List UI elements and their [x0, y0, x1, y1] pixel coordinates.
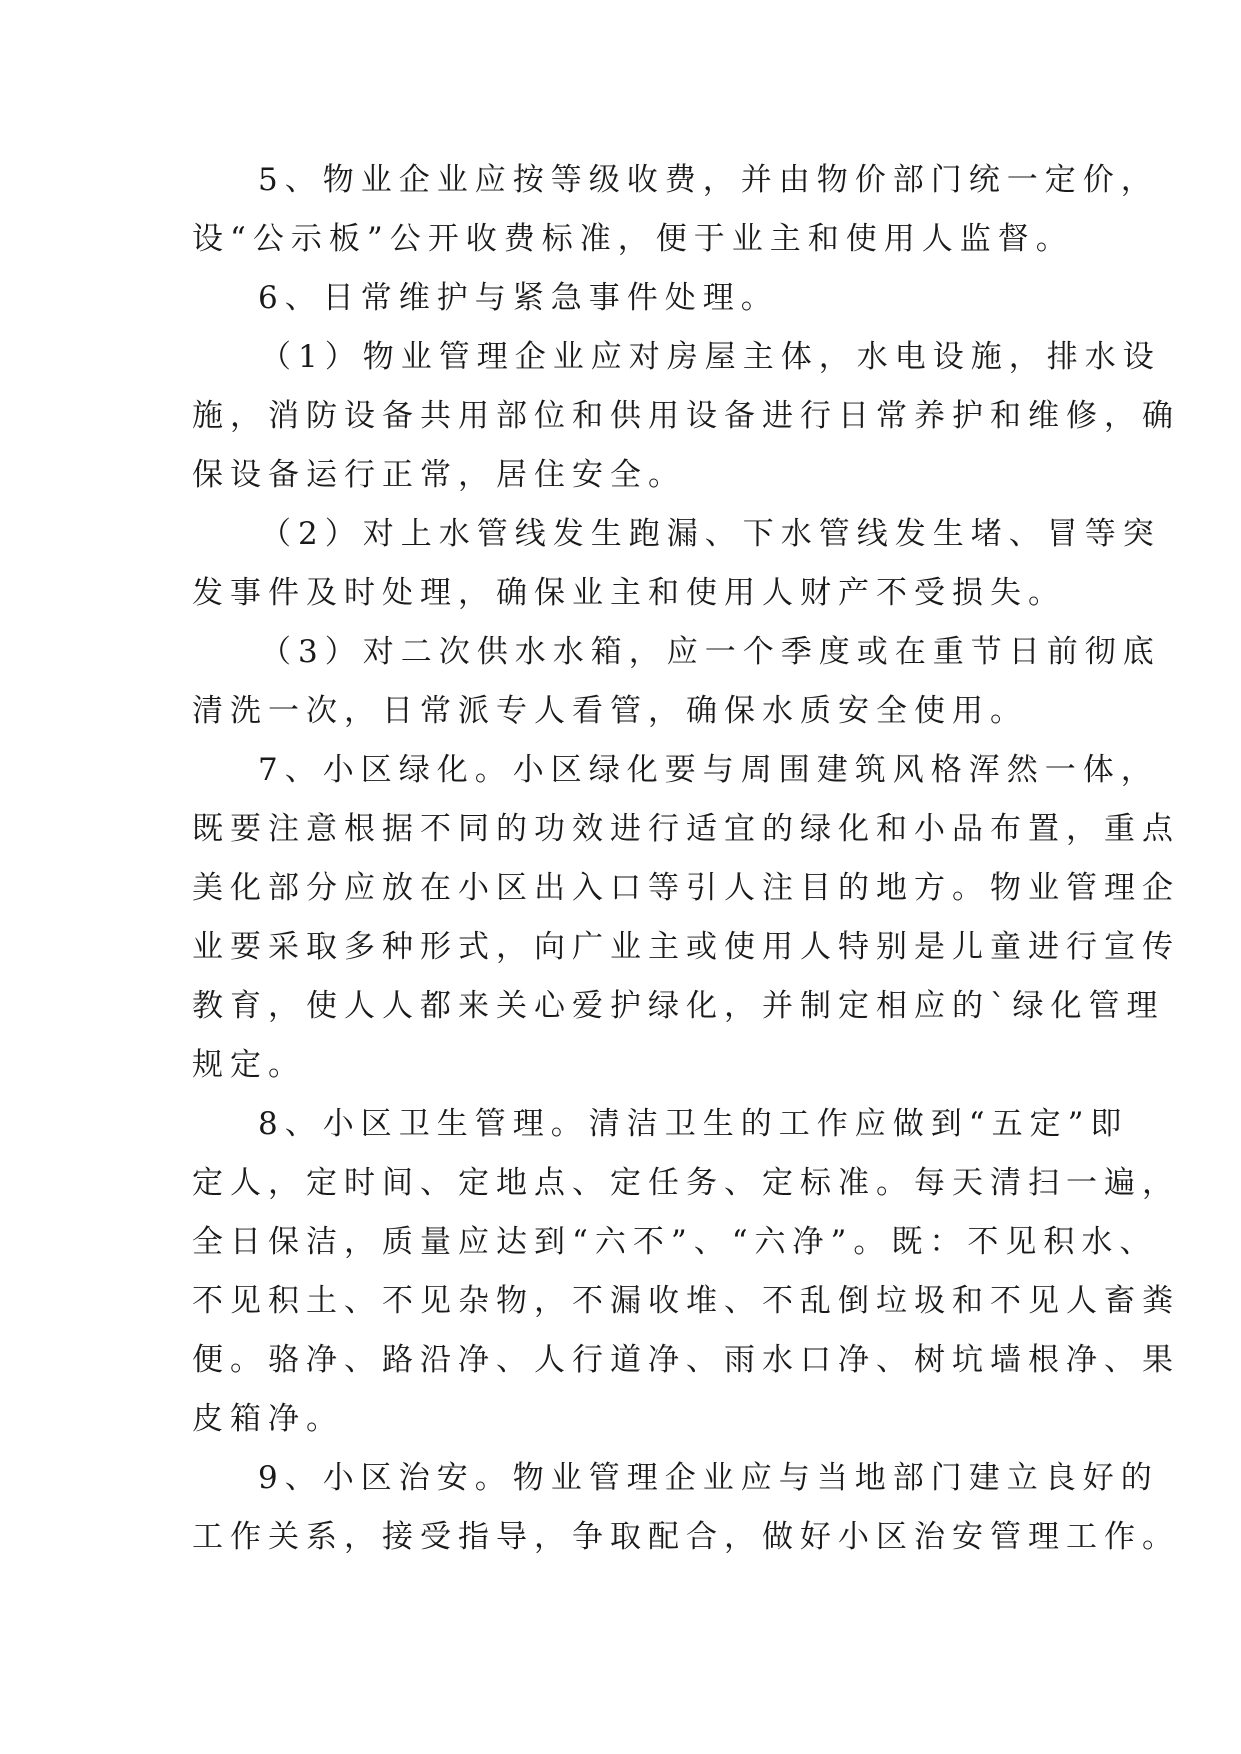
document-body	[192, 151, 1180, 1567]
body-line: 工作关系，接受指导，争取配合，做好小区治安管理工作。	[192, 1519, 1180, 1555]
body-line: 全日保洁，质量应达到“六不”、“六净”。既：不见积水、	[192, 1224, 1158, 1260]
body-line: 清洗一次，日常派专人看管，确保水质安全使用。	[192, 693, 1028, 729]
body-line: （3）对二次供水水箱，应一个季度或在重节日前彻底	[260, 634, 1161, 670]
body-line: 7、小区绿化。小区绿化要与周围建筑风格浑然一体，	[258, 752, 1159, 788]
body-line: 9、小区治安。物业管理企业应与当地部门建立良好的	[258, 1460, 1159, 1496]
body-line: 保设备运行正常，居住安全。	[192, 457, 686, 493]
body-line: 便。骆净、路沿净、人行道净、雨水口净、树坑墙根净、果	[192, 1342, 1180, 1378]
body-line: 教育，使人人都来关心爱护绿化，并制定相应的`绿化管理	[192, 988, 1165, 1024]
body-line: 定人，定时间、定地点、定任务、定标准。每天清扫一遍，	[192, 1165, 1180, 1201]
body-line: 业要采取多种形式，向广业主或使用人特别是儿童进行宣传	[192, 929, 1180, 965]
body-line: 规定。	[192, 1047, 306, 1083]
body-line: 施，消防设备共用部位和供用设备进行日常养护和维修，确	[192, 398, 1180, 434]
body-line: （2）对上水管线发生跑漏、下水管线发生堵、冒等突	[260, 516, 1161, 552]
body-line: 设“公示板”公开收费标准，便于业主和使用人监督。	[192, 221, 1074, 257]
body-line: 发事件及时处理，确保业主和使用人财产不受损失。	[192, 575, 1066, 611]
body-line: 不见积土、不见杂物，不漏收堆、不乱倒垃圾和不见人畜粪	[192, 1283, 1180, 1319]
body-line: 6、日常维护与紧急事件处理。	[258, 280, 779, 316]
body-line: 8、小区卫生管理。清洁卫生的工作应做到“五定”即	[258, 1106, 1129, 1142]
body-line: （1）物业管理企业应对房屋主体，水电设施，排水设	[260, 339, 1161, 375]
body-line: 既要注意根据不同的功效进行适宜的绿化和小品布置，重点	[192, 811, 1180, 847]
body-line: 皮箱净。	[192, 1401, 344, 1437]
body-line: 美化部分应放在小区出入口等引人注目的地方。物业管理企	[192, 870, 1180, 906]
body-line: 5、物业企业应按等级收费，并由物价部门统一定价，	[258, 162, 1159, 198]
